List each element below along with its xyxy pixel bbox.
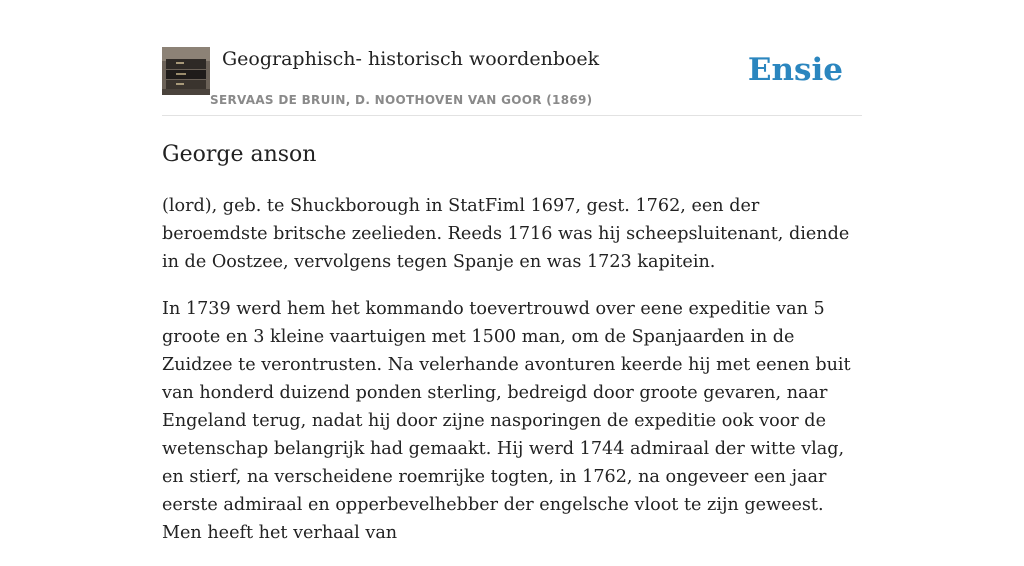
entry-body	[162, 192, 862, 566]
entry-paragraph: In 1739 werd hem het kommando toevertrouwd over eene expeditie van 5 groote en 3 kleine vaartuigen met 1500 man, om de Spanjaarden in de Zuidzee te verontrusten. Na velerhande avonturen keerde hij met eenen buit van honderd duizend ponden sterling, bedreigd door groote gevaren, naar Engeland terug, nadat hij door zijne nasporingen de expeditie ook voor de wetenschap belangrijk had gemaakt. Hij werd 1744 admiraal der witte vlag, en stierf, na verscheidene roemrijke togten, in 1762, na ongeveer een jaar eerste admiraal en opperbevelhebber der engelsche vloot te zijn geweest. Men heeft het verhaal van	[162, 299, 851, 543]
brand-logo[interactable]: Ensie	[747, 52, 843, 88]
book-avatar[interactable]	[162, 47, 210, 95]
book-title[interactable]: Geographisch- historisch woordenboek	[222, 48, 600, 70]
book-authors: SERVAAS DE BRUIN, D. NOOTHOVEN VAN GOOR (1869)	[210, 93, 593, 107]
entry-title: George anson	[162, 142, 317, 167]
entry-paragraph: (lord), geb. te Shuckborough in StatFiml 1697, gest. 1762, een der beroemdste britsche zeelieden. Reeds 1716 was hij scheepsluitenant, diende in de Oostzee, vervolgens tegen Spanje en was 1723 kapitein.	[162, 196, 850, 272]
book-spines-icon	[162, 47, 210, 95]
header	[162, 46, 862, 116]
